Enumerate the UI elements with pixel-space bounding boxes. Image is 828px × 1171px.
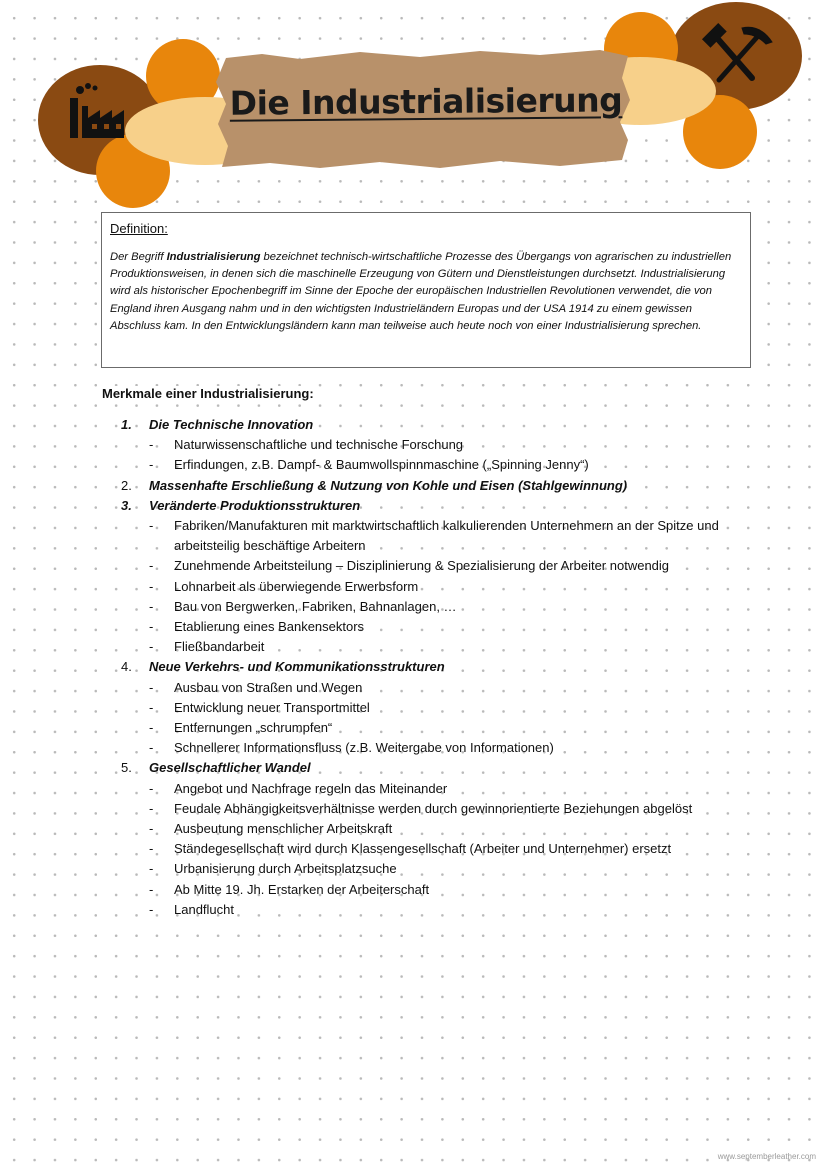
bullet-text: Ab Mitte 19. Jh. Erstarken der Arbeiterschaft [174, 881, 430, 897]
feature-bullet [121, 698, 761, 718]
feature-bullet [121, 597, 761, 617]
feature-bullet [121, 455, 761, 475]
feature-title: Gesellschaftlicher Wandel [149, 760, 311, 776]
bullet-text: Erfindungen, z.B. Dampf- & Baumwollspinnmaschine („Spinning Jenny“) [174, 457, 589, 473]
bullet-text: Fließbandarbeit [174, 639, 265, 655]
feature-bullet [121, 678, 761, 698]
feature-bullet [121, 738, 761, 758]
feature-bullet [121, 556, 761, 576]
bullet-text: Urbanisierung durch Arbeitsplatzsuche [174, 861, 397, 877]
bullet-text: Naturwissenschaftliche und technische Forschung [174, 437, 464, 453]
feature-bullet [121, 839, 761, 859]
bullet-dash: - [149, 861, 154, 877]
feature-bullet [121, 819, 761, 839]
feature-item [121, 476, 761, 496]
feature-bullet [121, 900, 761, 920]
feature-bullet [121, 516, 761, 556]
bullet-text: Fabriken/Manufakturen mit marktwirtschaftlich kalkulierenden Unternehmern an der Spitze und arbeitsteilig beschäftige Arbeitern [174, 518, 719, 554]
feature-bullet [121, 577, 761, 597]
bullet-dash: - [149, 821, 154, 837]
feature-item [121, 758, 761, 778]
bullet-dash: - [149, 800, 154, 816]
feature-title: Massenhafte Erschließung & Nutzung von Kohle und Eisen (Stahlgewinnung) [149, 477, 628, 493]
definition-term: Industrialisierung [166, 251, 261, 263]
feature-bullet [121, 435, 761, 455]
bullet-dash: - [149, 457, 154, 473]
bullet-text: Feudale Abhängigkeitsverhältnisse werden durch gewinnorientierte Beziehungen abgelöst [174, 800, 693, 816]
feature-bullet [121, 718, 761, 738]
feature-number: 5. [121, 760, 132, 776]
bullet-dash: - [149, 639, 154, 655]
feature-item [121, 496, 761, 516]
bullet-text: Ausbeutung menschlicher Arbeitskraft [174, 821, 393, 837]
feature-bullet [121, 617, 761, 637]
bullet-text: Etablierung eines Bankensektors [174, 619, 365, 635]
bullet-dash: - [149, 679, 154, 695]
bullet-dash: - [149, 619, 154, 635]
footer-url: www.septemberleather.com [717, 1152, 816, 1161]
bullet-text: Schnellerer Informationsfluss (z.B. Weitergabe von Informationen) [174, 740, 554, 756]
feature-item [121, 415, 761, 435]
bullet-text: Ausbau von Straßen und Wegen [174, 679, 363, 695]
bullet-dash: - [149, 598, 154, 614]
bullet-text: Landflucht [174, 901, 234, 917]
definition-text [110, 249, 742, 335]
feature-bullet [121, 880, 761, 900]
feature-bullet [121, 779, 761, 799]
feature-bullet [121, 637, 761, 657]
bullet-text: Entfernungen „schrumpfen“ [174, 720, 333, 736]
bullet-dash: - [149, 578, 154, 594]
bullet-text: Ständegesellschaft wird durch Klassengesellschaft (Arbeiter und Unternehmer) ersetzt [174, 841, 672, 857]
definition-box [101, 212, 751, 368]
feature-bullet [121, 859, 761, 879]
definition-text-after: bezeichnet technisch-wirtschaftliche Prozesse des Übergangs von agrarischen zu industriellen Produktionsweisen, in denen sich die maschinelle Erzeugung von Gütern und Dienstleistungen durchsetzt. Industrialisierung wird als historischer Epochenbegriff im Sinne der Epoche der europäischen Industriellen Revolutionen verwendet, die von England ihren Ausgang nahm und in den wichtigsten Industrieländern Europas und der USA 1914 zu einem gewissen Abschluss kam. In den Entwicklungsländern kann man teilweise auch heute noch von einer Industrialisierung sprechen. [110, 251, 732, 332]
definition-heading: Definition: [110, 221, 168, 236]
header-banner [0, 0, 828, 210]
bullet-dash: - [149, 699, 154, 715]
bullet-dash: - [149, 841, 154, 857]
bullet-dash: - [149, 518, 154, 534]
bullet-text: Entwicklung neuer Transportmittel [174, 699, 370, 715]
feature-title: Die Technische Innovation [149, 417, 314, 432]
feature-bullet [121, 799, 761, 819]
feature-number: 2. [121, 477, 132, 493]
feature-title: Veränderte Produktionsstrukturen [149, 497, 361, 513]
bullet-text: Lohnarbeit als überwiegende Erwerbsform [174, 578, 419, 594]
feature-item [121, 657, 761, 677]
bullet-text: Bau von Bergwerken, Fabriken, Bahnanlagen, … [174, 598, 457, 614]
feature-number: 3. [121, 497, 132, 513]
features-heading: Merkmale einer Industrialisierung: [102, 386, 314, 401]
bullet-text: Zunehmende Arbeitsteilung – Disziplinierung & Spezialisierung der Arbeiter notwendig [174, 558, 670, 574]
bullet-dash: - [149, 437, 154, 453]
page-title: Die Industrialisierung [229, 80, 623, 123]
feature-number: 4. [121, 659, 132, 675]
bullet-text: Angebot und Nachfrage regeln das Miteinander [174, 780, 448, 796]
feature-title: Neue Verkehrs- und Kommunikationsstrukturen [149, 659, 445, 675]
bullet-dash: - [149, 558, 154, 574]
definition-text-before: Der Begriff [110, 251, 167, 263]
bullet-dash: - [149, 881, 154, 897]
bullet-dash: - [149, 901, 154, 917]
features-list [121, 415, 761, 920]
bullet-dash: - [149, 720, 154, 736]
bullet-dash: - [149, 740, 154, 756]
bullet-dash: - [149, 780, 154, 796]
feature-number: 1. [121, 417, 132, 432]
